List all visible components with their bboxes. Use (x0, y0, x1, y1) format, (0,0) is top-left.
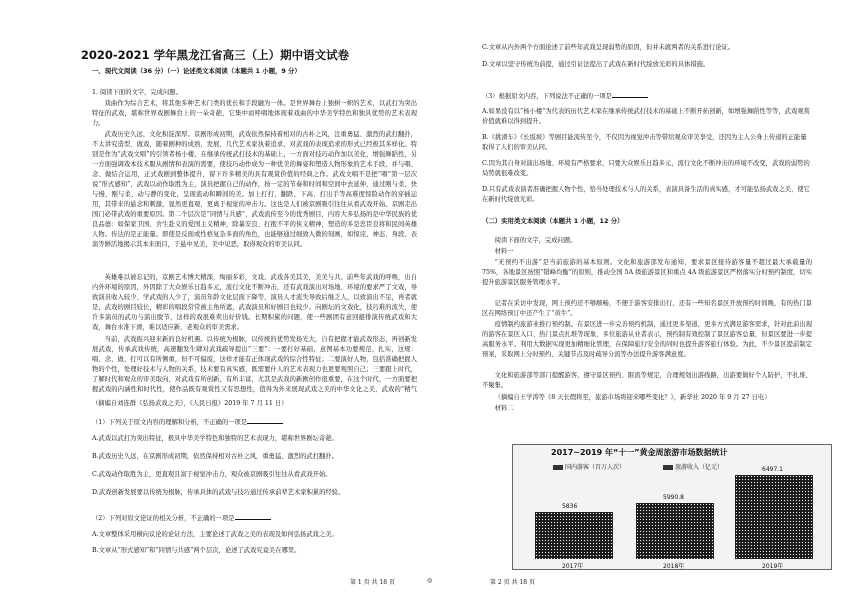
bar-value-label: 6497.1 (762, 465, 783, 473)
answer-blank[interactable] (235, 512, 271, 520)
question-1-3: （3）根据原文内容，下列说法不正确的一项是 (482, 90, 812, 102)
option-b[interactable]: B.文章从“形式感知”和“同情与共感”两个层次，论述了武戏究竟美在哪里。 (92, 547, 301, 554)
option-d[interactable]: D.武戏创新发展要以传统为根脉，传承具体的武戏与技巧通过传承前辈艺术家积累的经验。 (92, 489, 345, 496)
legend-swatch (553, 465, 563, 470)
option-c[interactable]: C.武戏动作取胜为主，更直观且富于视觉冲击力，观众被京剧吸引往往从看武戏开始。 (92, 471, 332, 478)
x-axis-label: 2019年 (762, 563, 784, 570)
paragraph-3: 英雄难以被忘记的，京剧艺术博大精深，绚丽多彩，文戏、武戏各美其美，美美与共。前些年武戏的呼唤，出自内外环境的原因，外因除了大众娱乐日趋多元，流行文化不断冲击，还有武戏演出对场地、环境的要求严了文戏，导致演员收入较少、学武戏的人少了，演员年龄文化层面下降等，演员人才流失导致后继乏人，以致演出不足，再者就是，武戏的剧目较长，精彩的唱段常常被主角所遮，武戏演员和好剧目也较少。向剧坛的文戏化，技巧难的流失，使许多演员的武功与演出脱节，这样的戏很难卖出好价钱。长期积累的问题，使一些剧团有意回避排演传统武戏和大戏，舞台水准下滑，难以适应新、老观众的审美需求。 (92, 274, 417, 331)
material-1-paragraph-4: 文化和旅游部等部门提醒游客，遵守景区预约、限流等规定，合理规划出游线路，出游要做好个人防护，不扎堆，不聚集。 (482, 372, 812, 389)
question-1-1: （1）下列关于原文内容的理解和分析，不正确的一项是 (92, 416, 417, 428)
x-axis-label: 2017年 (562, 563, 584, 570)
question-1-2: （2）下列对原文论证的相关分析，不正确的一项是 (92, 512, 417, 524)
option-a[interactable]: A.文章整体采用横向议论的论证方法，主要论述了武戏之美的表现及如何弘扬武戏之美。 (92, 531, 338, 538)
material-1-paragraph-2: 记者在采访中发现，网上预约还不够顺畅，不便于游客安排出行，还有一些知名景区开放预约时间晚，有的热门景区在网络预订中还产生了“黄牛”。 (482, 300, 812, 317)
answer-blank[interactable] (247, 416, 283, 424)
material-1-paragraph-1: “无预约不出游”是当前旅游的基本原则。文化和旅游部发布通知，要求景区接待游客量不超过最大承载量的 75%，各地景区按照“错峰均衡”的原则，推动全国 5A 级旅游景区和重点 4A 级旅游景区严格落实分时预约制度，切实提升旅游景区服务管理水平。 (482, 259, 812, 286)
x-axis-label: 2018年 (663, 563, 685, 570)
exam-title: 2020-2021 学年黑龙江省高三（上）期中语文试卷 (80, 48, 350, 62)
legend-swatch (663, 465, 673, 470)
option-d[interactable]: D.文章以坚守传统为前提，通过引证法提出了武戏在新时代绽放光彩的具体措施。 (482, 61, 710, 68)
section1-heading: 一、现代文阅读（36 分）（一）论述类文本阅读（本题共 1 小题，9 分） (92, 67, 301, 75)
material-1-paragraph-3: 疫情制约旅游业推行预约制。在景区进一步完善预约机制，通过更多渠道，更多方式满足游客需求，针对此前出现的游客在景区入口、热门景点扎堆等现象，多位旅游从业者表示，预约制有效控制了景区游客总量，但景区要进一步提高服务水平。利用大数据实现更加精细化管理，在保障旅行安全的同时也提升游客旅行体验。为此，不少景区提前制定预案，采取网上分时预约、关键节点及时疏导分流等办法提升游客满意度。 (482, 321, 812, 358)
option-a[interactable]: A.如果没有以“杨小楼”为代表的历代艺术家在继承传统武打技术的基础上不断开拓创新，如增强舞蹈性等等，武戏观赏价值就难以得到提升。 (482, 108, 810, 125)
option-c[interactable]: C.因为其自身对演出场地、环境有严格要求，只要大众娱乐日趋多元，流行文化不断冲击的环境不改变，武戏的弱势的局势就很难改变。 (482, 160, 810, 177)
material-1-label: 材料一 (494, 248, 514, 255)
tourism-bar-chart (512, 444, 832, 570)
material-2-label: 材料二 (494, 405, 514, 412)
option-c[interactable]: C.文章从内外两个方面论述了前些年武戏呈现弱势的原因，但并未就两者的关系进行论证。 (482, 44, 735, 51)
section2-heading: （二）实用类文本阅读（本题共 1 小题，12 分） (482, 217, 624, 225)
chart-bar (636, 503, 714, 559)
legend-item-revenue: 旅游收入（亿元） (663, 462, 723, 471)
paragraph-2: 武戏历史久远，文化积淀深厚。京剧形成初期，武戏依然保持着相对的古朴之风，注重勇猛、激烈的武打翻扑，不太讲究造型、做戏，随着剧种的成熟，发展，几代艺术家执着追求，对武戏的表现追求的形式已经极其多样化。特别是作为“武戏文唱”的引领者杨小楼，在继承传统武打技术的基础上，一方面对技巧动作加以美化，增强舞蹈性，另一方面强调戏本技术服从剧情和表演的需要，使技巧动作成为一种优美的舞姿和塑造人物形象的艺术手段，并与唱、念、做结合运用，正式戏剧到整体提升，留下许多精美的具有观赏价值的经典之作。武戏文唱不是把“唱”第一层次说“形式感知”，武戏以动作取胜为主，演员把握自己的动作，按一定的节奏和时间和空间中去延伸，通过刚与柔、快与慢、刚与柔、动与静的变化，呈现流动和瞬间的美。加上打打、翻跌、下高、打出手等高难度惊险动作的穿插运用，其带来的悬念和刺激，显然更直观，更离于视觉的冲击力。这也是人们被京剧吸引往往从看武戏开始。京剧走出国门必带武戏的重要原因。第二个层次是“同情与共感”，武戏流传至今的优秀剧目，内容大多弘扬的是中华民族的优良品德：如保家卫国、舍生赴义的爱国主义精神，除暴安良、打抱不平的侠义精神，塑造的多是忠臣良将和民间英雄人物。传达的是正能量。即使是反面或性格复杂多面的角色，也能够通过细致入微的刻画，如惊诧、神态、身段、表演等鲜活地揭示其本来面目，于悬中见美，美中见恶，取得观众的审美认同。 (92, 131, 417, 248)
bar-value-label: 5836 (562, 502, 578, 510)
page-right (430, 0, 860, 608)
paragraph-4: 当前，武戏振兴迎来新的良好机遇。以传统为根脉，以传统的优势发扬光大，自有把握才能武戏形态，再创新发展武戏，传承武戏传统，高速翻发生肆对武戏疏导提出“三要”：一要打好基础，意图基本功要规范、扎实，这规：唱、念、做、打可以有所侧重，但不可偏废，这样才能有正体现武戏的综合性特征；二要演好人物，包括准确把握人物的个性，处理好技术与人物的关系，技术要有真实感，既需要什人的艺术表现力也更要观照自己；三要跟上时代，了解时代和观众的审美取向，对武戏有所创新，有所丰富，尤其是武戏的新剧创作很重要，在这个时代，一方面要把握武戏的内涵性和时代性，使作品既有观赏性又有思想性，值得为外来展现武戏之美的中华文化之美，武戏的“精气 (92, 336, 417, 393)
page-separator-icon: ◎ (427, 577, 433, 584)
answer-blank[interactable] (612, 90, 648, 98)
q1-intro: 1. 阅读下面的文字，完成问题。 (92, 89, 182, 96)
page-number-left: 第 1 页 共 18 页 (350, 579, 395, 586)
legend-item-visitors: 国内游客（百万人次） (553, 462, 625, 471)
option-b[interactable]: B.武戏历史久远，在京剧形成初期，依然保持相对古朴之风，重勇猛、激烈的武打翻扑。 (92, 453, 338, 460)
option-d[interactable]: D.只有武戏表演者准确把握人物个性，恰当处理技术与人的关系，表演具备生活的真实感，才可能弘扬武戏之美，使它在新时代绽放光彩。 (482, 186, 810, 203)
chart-bar (535, 512, 613, 559)
source-note-1: （摘编自刘连群《弘扬武戏之美》，《人民日报》2019 年 7 月 11 日） (92, 400, 288, 407)
option-b[interactable]: B.《挑滑车》《长坂坡》等剧目能流传至今，不仅因为视觉冲击等带给观众审美享受，还因为主人公身上传递的正能量取得了人们的审美认同。 (482, 134, 807, 151)
paragraph-1: 戏曲作为综合艺术，将其他多种艺术门类的优长和手段融为一体。是世界舞台上独树一帜的艺术，以武打为突出特征的武戏，堪称世界戏剧舞台上的一朵奇葩，它集中而呼唱地体现着戏曲的中华美学特色和独具优势的艺术表现力。 (92, 100, 417, 127)
option-a[interactable]: A.武戏以武打为突出特征，极具中华美学特色和独特的艺术表现力，堪称世界剧坛奇葩。 (92, 435, 338, 442)
chart-title: 2017~2019 年“十一”黄金周旅游市场数据统计 (551, 448, 728, 457)
q2-intro: 阅读下面的文字，完成问题。 (494, 237, 577, 244)
source-note-2: （摘编自王学涛等《8 天长假将至，旅游市场将迎来哪些变化？》，新华社 2020 年 9 月 27 日电） (494, 394, 771, 401)
chart-bar (735, 475, 813, 559)
bar-value-label: 5990.8 (663, 494, 684, 502)
page-number-right: 第 2 页 共 18 页 (490, 579, 535, 586)
